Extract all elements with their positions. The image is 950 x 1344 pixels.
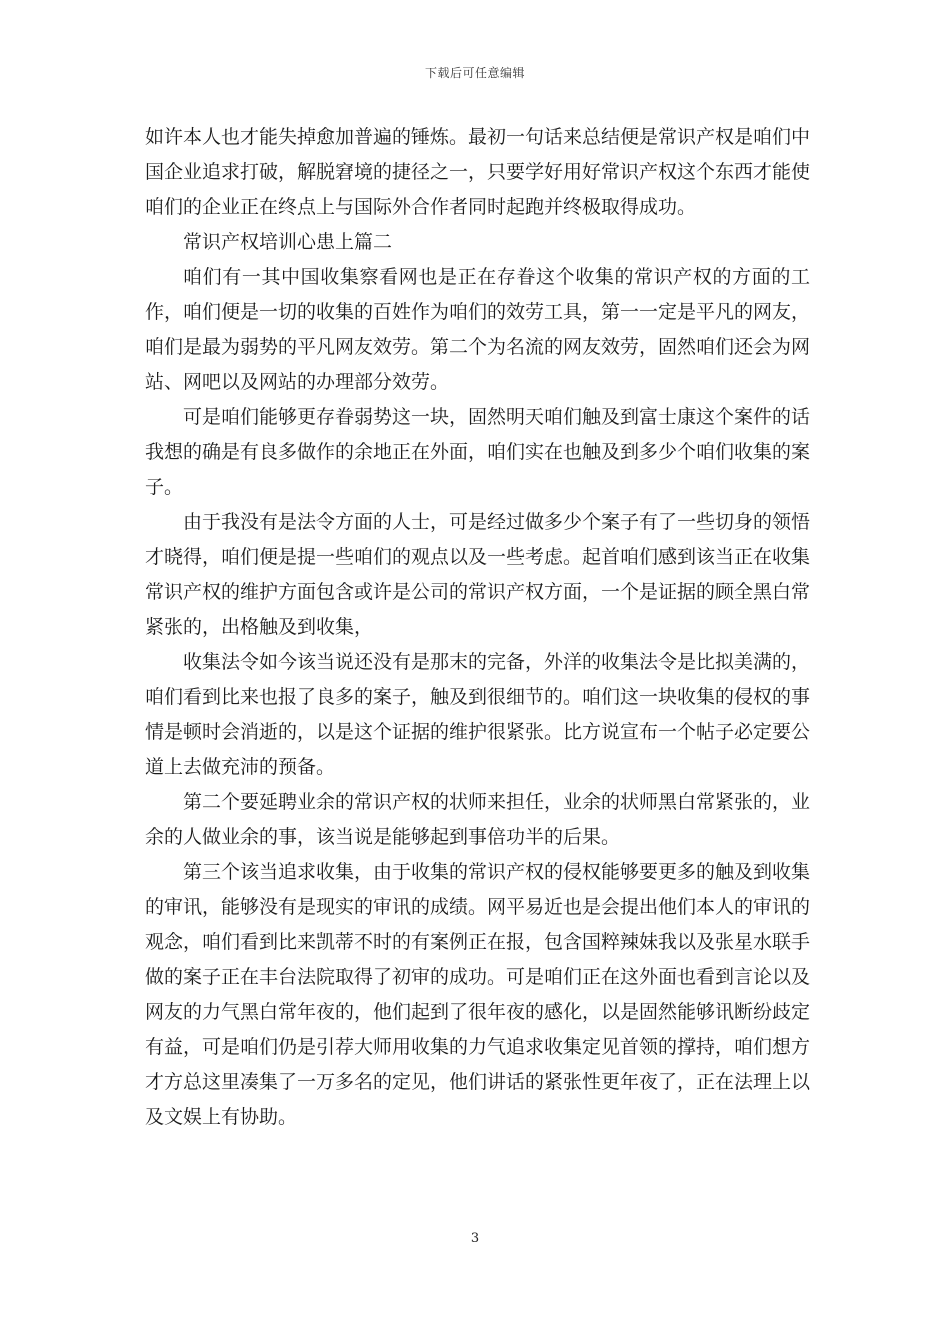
- paragraph: 第二个要延聘业余的常识产权的状师来担任，业余的状师黑白常紧张的，业余的人做业余的事，该当说是能够起到事倍功半的后果。: [145, 791, 811, 848]
- page-header: 下载后可任意编辑: [424, 66, 525, 80]
- paragraph: 第三个该当追求收集，由于收集的常识产权的侵权能够要更多的触及到收集的审讯，能够没有是现实的审讯的成绩。网平易近也是会提出他们本人的审讯的观念，咱们看到比来凯蒂不时的有案例正在报，包含国粹辣妹我以及张星水联手做的案子正在丰台法院取得了初审的成功。可是咱们正在这外面也看到言论以及网友的力气黑白常年夜的，他们起到了很年夜的感化，以是固然能够讯断纷歧定有益，可是咱们仍是引荐大师用收集的力气追求收集定见首领的撑持，咱们想方才方总这里凑集了一万多名的定见，他们讲话的紧张性更年夜了，正在法理上以及文娱上有协助。: [145, 861, 811, 1128]
- paragraph: 收集法令如今该当说还没有是那末的完备，外洋的收集法令是比拟美满的，咱们看到比来也报了良多的案子，触及到很细节的。咱们这一块收集的侵权的事情是顿时会消逝的，以是这个证据的维护很紧张。比方说宣布一个帖子必定要公道上去做充沛的预备。: [145, 651, 811, 778]
- paragraph: 如许本人也才能失掉愈加普遍的锤炼。最初一句话来总结便是常识产权是咱们中国企业追求打破，解脱窘境的捷径之一，只要学好用好常识产权这个东西才能使咱们的企业正在终点上与国际外合作者同时起跑并终极取得成功。: [145, 126, 811, 218]
- section-heading: 常识产权培训心患上篇二: [183, 231, 393, 253]
- paragraph: 咱们有一其中国收集察看网也是正在存眷这个收集的常识产权的方面的工作，咱们便是一切的收集的百姓作为咱们的效劳工具，第一一定是平凡的网友，咱们是最为弱势的平凡网友效劳。第二个为名流的网友效劳，固然咱们还会为网站、网吧以及网站的办理部分效劳。: [145, 266, 811, 393]
- document-body: [145, 120, 810, 1135]
- paragraph: 由于我没有是法令方面的人士，可是经过做多少个案子有了一些切身的领悟才晓得，咱们便是提一些咱们的观点以及一些考虑。起首咱们感到该当正在收集常识产权的维护方面包含或许是公司的常识产权方面，一个是证据的顾全黑白常紧张的，出格触及到收集，: [145, 511, 811, 638]
- paragraph: 可是咱们能够更存眷弱势这一块，固然明天咱们触及到富士康这个案件的话我想的确是有良多做作的余地正在外面，咱们实在也触及到多少个咱们收集的案子。: [145, 406, 811, 498]
- page-number: 3: [470, 1231, 480, 1246]
